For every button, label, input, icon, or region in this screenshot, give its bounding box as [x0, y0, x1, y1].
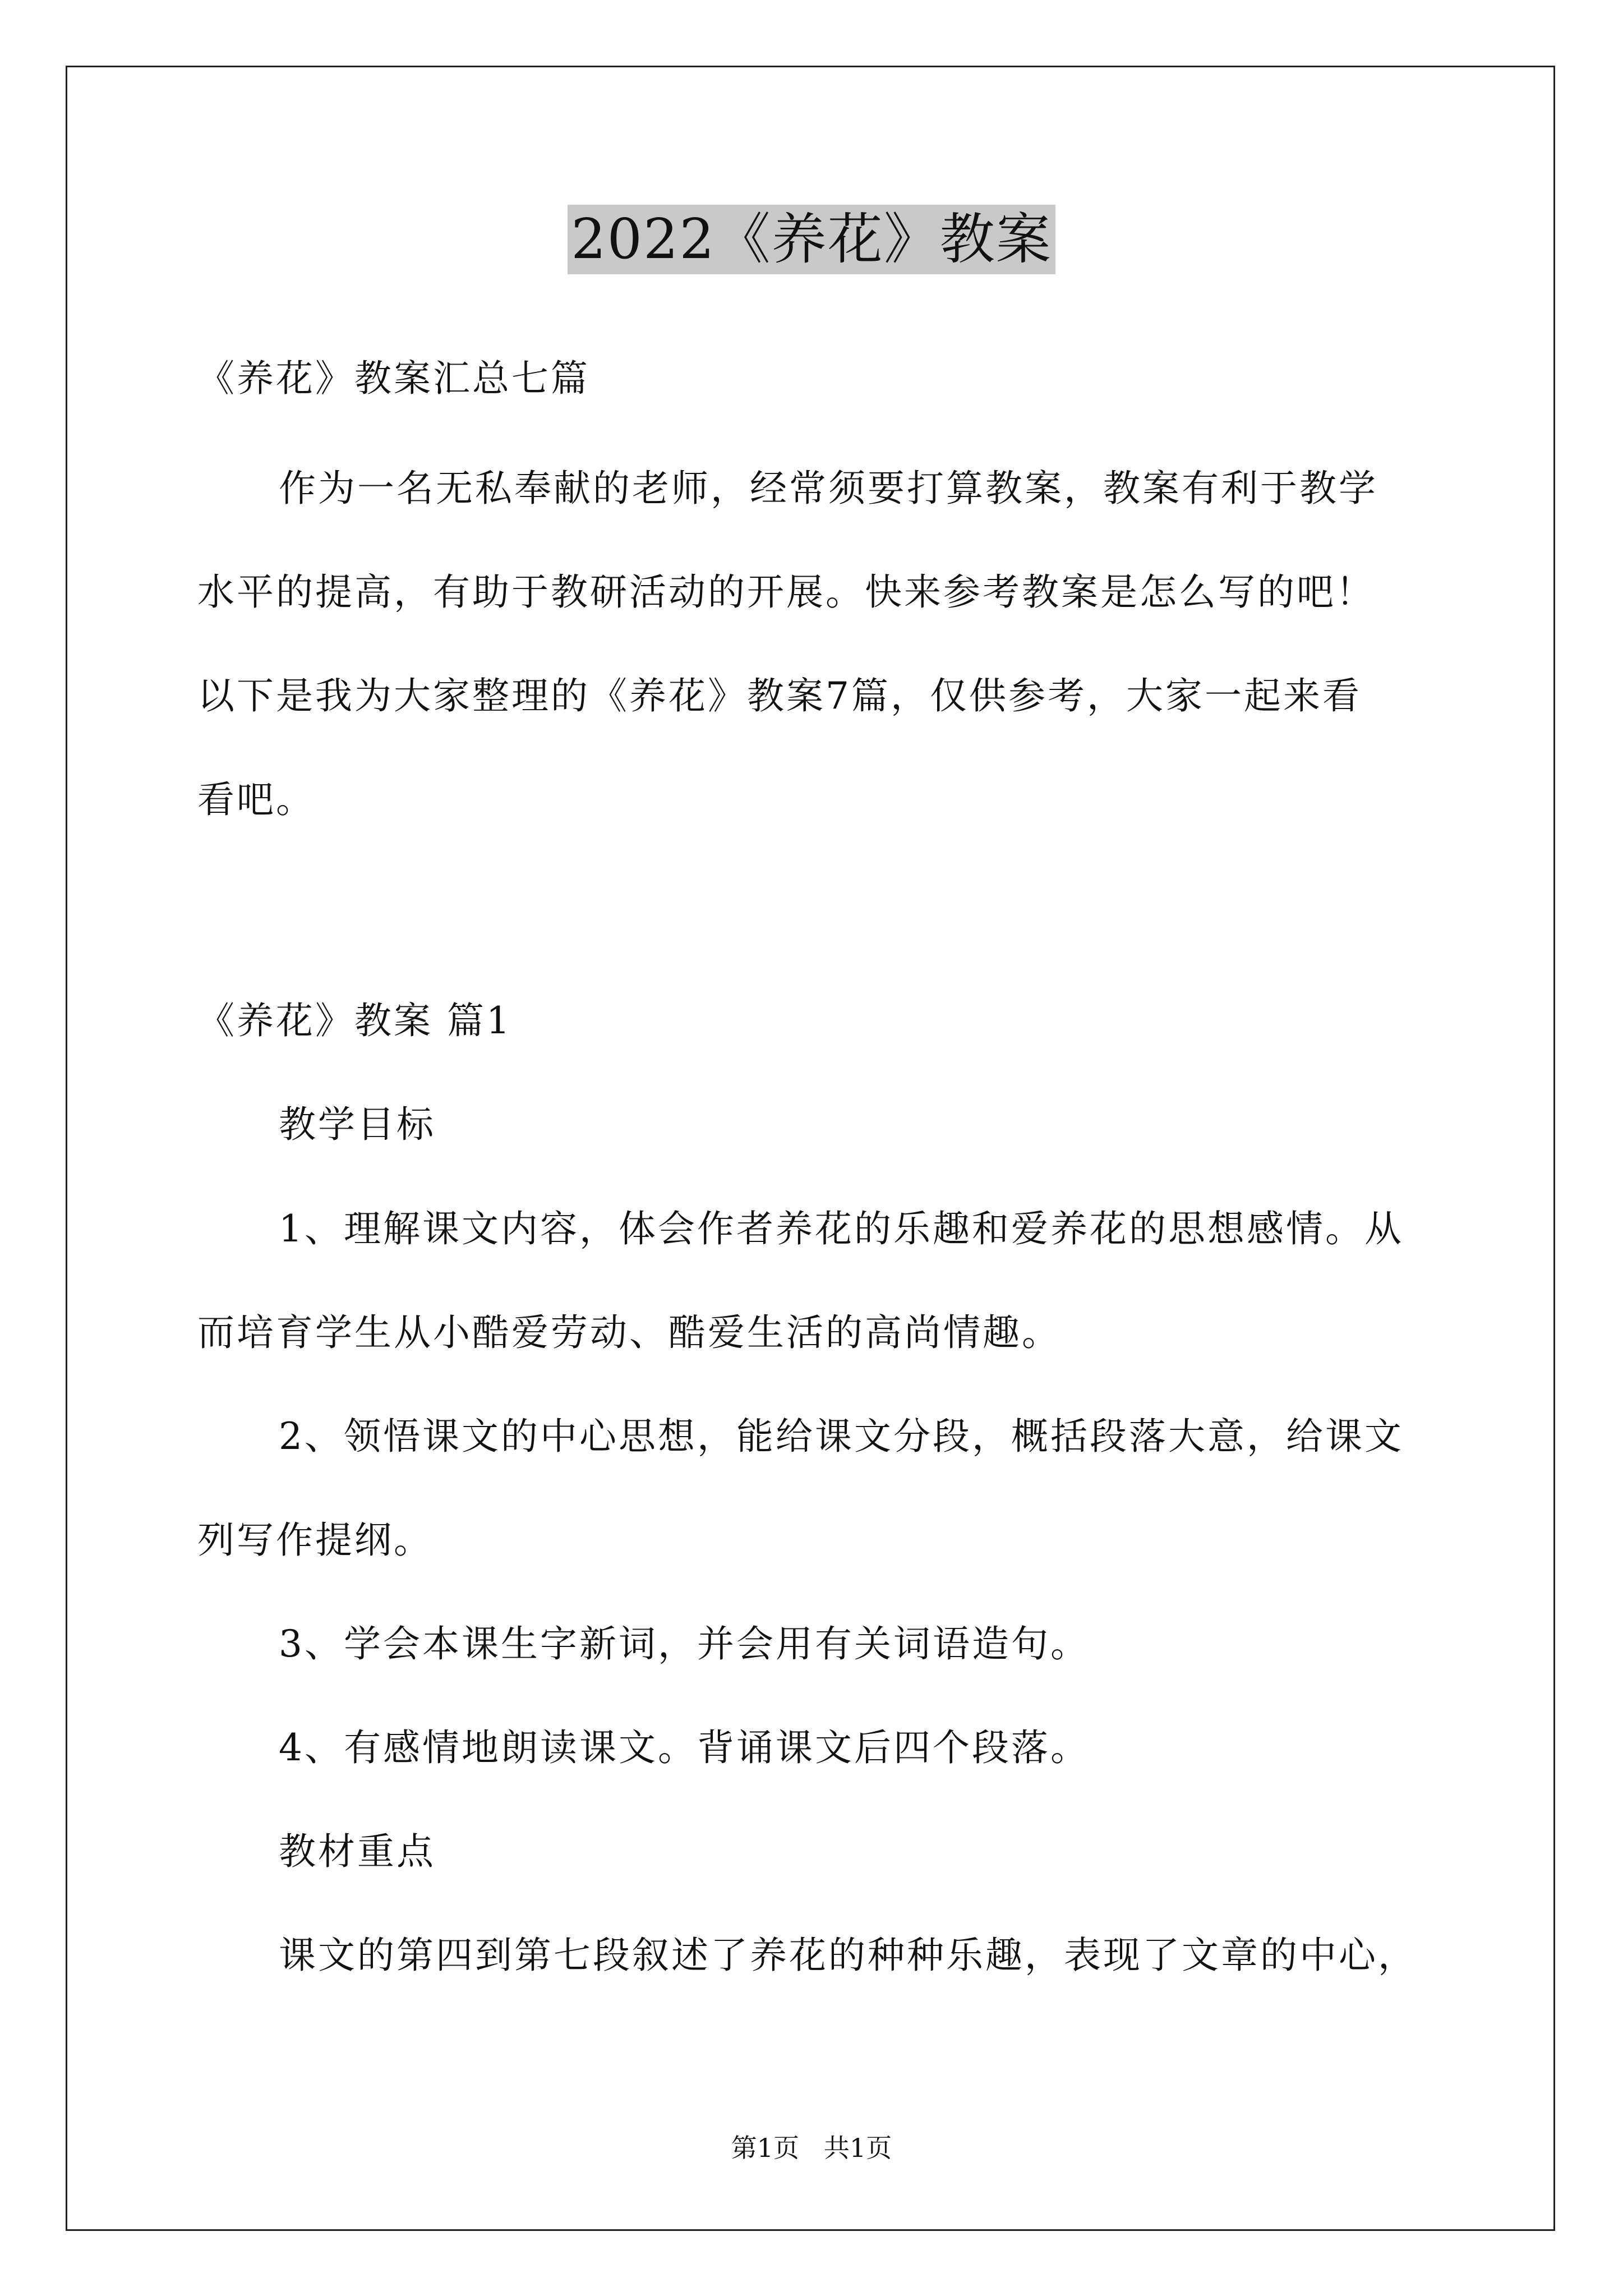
text-line-14: 教材重点: [279, 1830, 436, 1873]
text-line-3: 水平的提高，有助于教研活动的开展。快来参考教案是怎么写的吧！: [197, 570, 1375, 614]
text-line-15: 课文的第四到第七段叙述了养花的种种乐趣，表现了文章的中心，: [279, 1934, 1417, 1977]
text-line-13: 4、有感情地朗读课文。背诵课文后四个段落。: [279, 1726, 1090, 1769]
text-line-5: 看吧。: [197, 778, 315, 821]
page-footer: 第1页 共1页: [731, 2133, 892, 2163]
text-line-9: 而培育学生从小酷爱劳动、酷爱生活的高尚情趣。: [197, 1311, 1061, 1354]
text-line-2: 作为一名无私奉献的老师，经常须要打算教案，教案有利于教学: [279, 467, 1378, 510]
text-line-1: 《养花》教案汇总七篇: [197, 357, 590, 400]
text-line-10: 2、领悟课文的中心思想，能给课文分段，概括段落大意，给课文: [279, 1415, 1404, 1458]
text-line-11: 列写作提纲。: [197, 1519, 433, 1562]
text-line-8: 1、理解课文内容，体会作者养花的乐趣和爱养花的思想感情。从: [279, 1207, 1404, 1250]
text-line-7: 教学目标: [279, 1103, 436, 1146]
text-line-12: 3、学会本课生字新词，并会用有关词语造句。: [279, 1622, 1090, 1665]
text-line-6: 《养花》教案 篇1: [197, 999, 512, 1042]
document-title: 2022《养花》教案: [568, 205, 1055, 274]
document-title-wrap: [0, 205, 1623, 274]
text-line-4: 以下是我为大家整理的《养花》教案7篇，仅供参考，大家一起来看: [197, 674, 1362, 717]
